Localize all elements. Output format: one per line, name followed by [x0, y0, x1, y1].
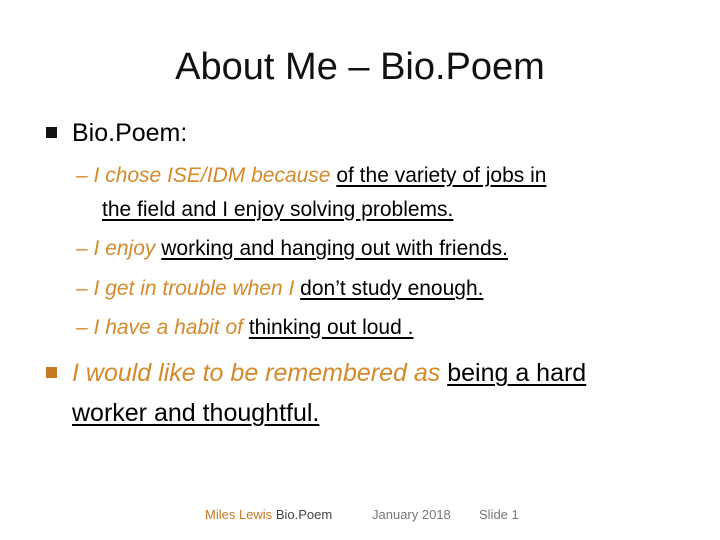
sub-item: [76, 314, 413, 341]
sub-item-value-cont: the field and I enjoy solving problems.: [102, 198, 454, 221]
footer-name: Miles Lewis: [205, 507, 273, 522]
bullet-remembered-value: being a hard: [447, 359, 587, 387]
sub-item-lead: I get in trouble when I: [93, 277, 295, 300]
sub-item-value: working and hanging out with friends.: [161, 237, 508, 260]
sub-item-dash: –: [76, 316, 88, 339]
sub-item-value: of the variety of jobs in: [336, 164, 547, 187]
bullet-remembered-value-cont: worker and thoughtful.: [72, 399, 320, 427]
bullet-biopoem-label: Bio.Poem:: [72, 119, 188, 147]
footer-doc: Bio.Poem: [275, 507, 333, 522]
sub-item: [76, 235, 508, 262]
sub-item: [76, 275, 483, 302]
footer-date: January 2018: [372, 507, 451, 522]
bullet-remembered-continuation: [72, 397, 319, 429]
footer-author: [205, 507, 332, 523]
sub-item-value: don’t study enough.: [300, 277, 484, 300]
bullet-remembered-line1: [72, 357, 586, 389]
sub-item-dash: –: [76, 277, 88, 300]
bullet-remembered-lead: I would like to be remembered as: [72, 359, 441, 387]
square-bullet-icon: [46, 367, 57, 378]
sub-item-continuation: [102, 196, 453, 223]
sub-item-dash: –: [76, 237, 88, 260]
square-bullet-icon: [46, 127, 57, 138]
sub-item-lead: I enjoy: [93, 237, 156, 260]
slide-title: About Me – Bio.Poem: [175, 46, 545, 88]
sub-item-lead: I chose ISE/IDM because: [93, 164, 331, 187]
sub-item: [76, 162, 546, 189]
footer-slide-number: Slide 1: [479, 507, 519, 522]
sub-item-lead: I have a habit of: [93, 316, 243, 339]
sub-item-dash: –: [76, 164, 88, 187]
sub-item-value: thinking out loud .: [248, 316, 414, 339]
